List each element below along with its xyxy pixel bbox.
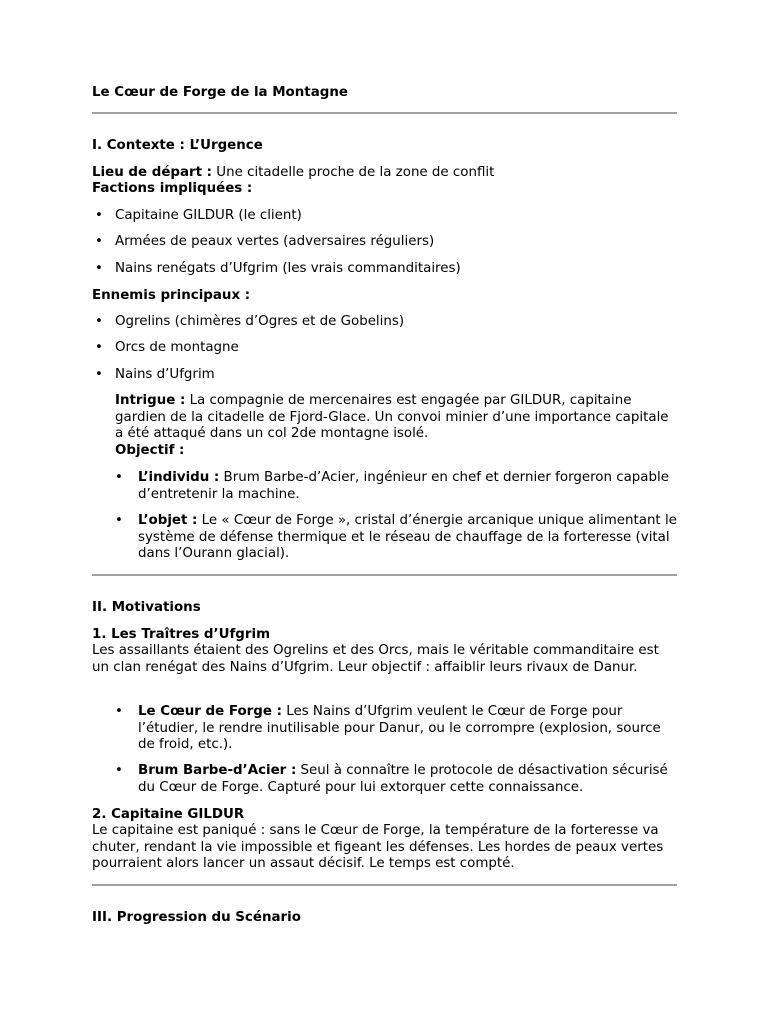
list-item-text: Brum Barbe-d’Acier, ingénieur en chef et dernier forgeron capable d’entretenir la machine. — [138, 470, 669, 502]
bullet-marker: • — [95, 340, 103, 355]
section-divider — [92, 574, 677, 576]
list-item-text: Le « Cœur de Forge », cristal d’énergie arcanique unique alimentant le système de défense thermique et le réseau de chauffage de la forteresse (vital dans l’Ourann glacial). — [138, 513, 677, 562]
section-heading-progression: III. Progression du Scénario — [92, 910, 301, 925]
section-divider — [92, 884, 677, 886]
objectif-label: Objectif : — [115, 443, 185, 458]
intrigue-paragraph — [115, 393, 677, 443]
list-item-text: Nains renégats d’Ufgrim (les vrais commanditaires) — [115, 261, 461, 276]
subheading-traitres: 1. Les Traîtres d’Ufgrim — [92, 627, 271, 642]
list-item-text: Capitaine GILDUR (le client) — [115, 208, 302, 223]
intrigue-label: Intrigue : — [115, 393, 186, 408]
list-item — [115, 704, 677, 754]
lieu-text: Une citadelle proche de la zone de conflit — [212, 165, 495, 180]
list-item-label: L’individu : — [138, 470, 220, 485]
list-item — [95, 340, 677, 357]
bullet-marker: • — [95, 234, 103, 249]
lieu-de-depart — [92, 165, 677, 182]
list-item — [95, 261, 677, 278]
list-item — [95, 208, 677, 225]
bullet-marker: • — [95, 314, 103, 329]
bullet-marker: • — [95, 208, 103, 223]
ennemis-label: Ennemis principaux : — [92, 288, 251, 303]
list-item — [115, 513, 677, 563]
list-item — [115, 763, 677, 796]
list-item — [115, 470, 677, 503]
section-heading-contexte: I. Contexte : L’Urgence — [92, 138, 263, 153]
intrigue-text: La compagnie de mercenaires est engagée par GILDUR, capitaine gardien de la citadelle de Fjord-Glace. Un convoi minier d’une importance capitale a été attaqué dans un col 2de montagne isolé. — [115, 393, 669, 442]
bullet-marker: • — [115, 470, 123, 485]
bullet-marker: • — [95, 261, 103, 276]
list-item — [95, 234, 677, 251]
list-item-text: Nains d’Ufgrim — [115, 367, 215, 382]
list-item-label: Le Cœur de Forge : — [138, 704, 282, 719]
section-divider — [92, 112, 677, 114]
bullet-marker: • — [95, 367, 103, 382]
subheading-gildur: 2. Capitaine GILDUR — [92, 807, 245, 822]
list-item-text: Ogrelins (chimères d’Ogres et de Gobelins) — [115, 314, 405, 329]
list-item-text: Seul à connaître le protocole de désactivation sécurisé du Cœur de Forge. Capturé pour lui extorquer cette connaissance. — [138, 763, 668, 795]
list-item-text: Armées de peaux vertes (adversaires réguliers) — [115, 234, 435, 249]
list-item-text: Orcs de montagne — [115, 340, 239, 355]
list-item-label: Brum Barbe-d’Acier : — [138, 763, 297, 778]
list-item — [95, 314, 677, 331]
list-item-label: L’objet : — [138, 513, 198, 528]
list-item-text: Les Nains d’Ufgrim veulent le Cœur de Forge pour l’étudier, le rendre inutilisable pour Danur, ou le corrompre (explosion, source de froid, etc.). — [138, 704, 661, 753]
list-item — [95, 367, 677, 384]
bullet-marker: • — [115, 513, 123, 528]
document-title: Le Cœur de Forge de la Montagne — [92, 85, 348, 100]
traitres-paragraph: Les assaillants étaient des Ogrelins et des Orcs, mais le véritable commanditaire est un clan renégat des Nains d’Ufgrim. Leur objectif : affaiblir leurs rivaux de Danur. — [92, 643, 659, 675]
gildur-paragraph: Le capitaine est paniqué : sans le Cœur de Forge, la température de la forteresse va chuter, rendant la vie impossible et figeant les défenses. Les hordes de peaux vertes pourraient alors lancer un assaut décisif. Le temps est compté. — [92, 823, 664, 872]
lieu-label: Lieu de départ : — [92, 165, 213, 180]
factions-label: Factions impliquées : — [92, 181, 253, 196]
section-heading-motivations: II. Motivations — [92, 600, 201, 615]
bullet-marker: • — [115, 763, 123, 778]
bullet-marker: • — [115, 704, 123, 719]
